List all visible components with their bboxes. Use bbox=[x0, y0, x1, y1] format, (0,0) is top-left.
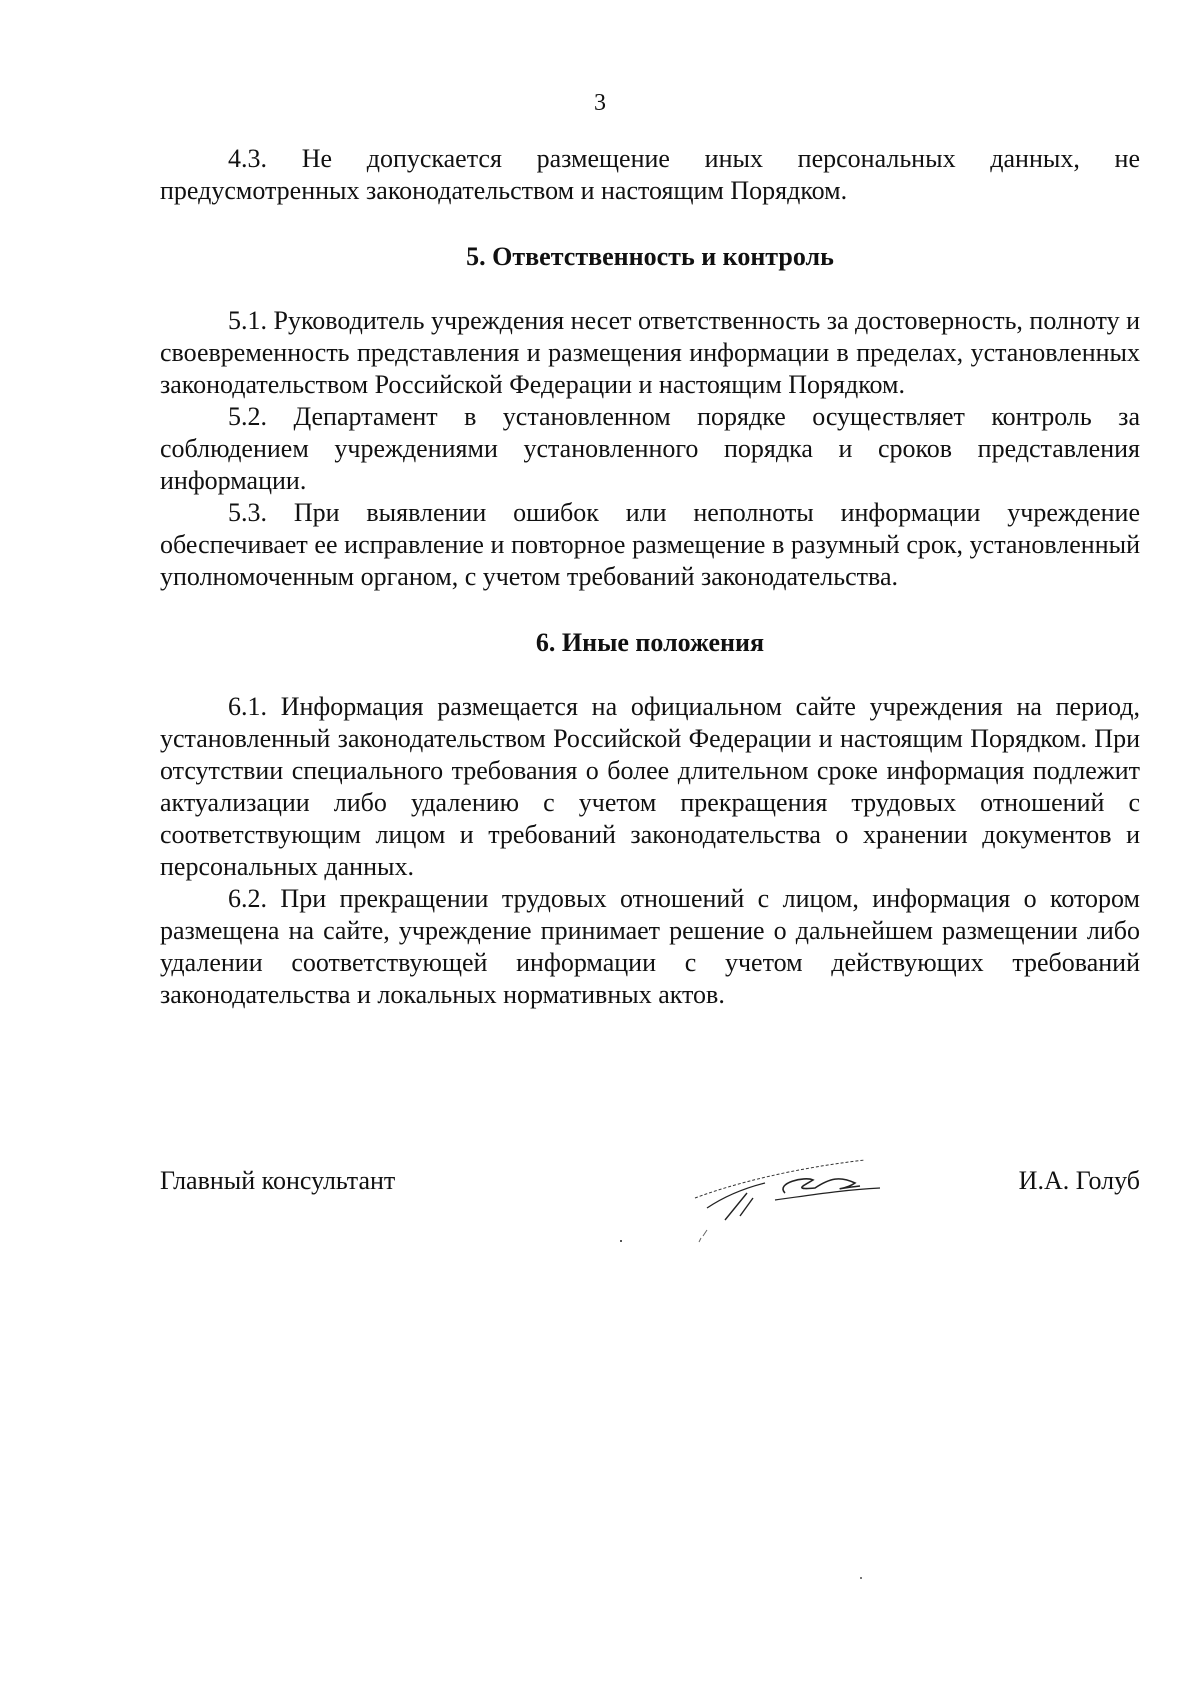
signature-block bbox=[160, 1158, 1140, 1238]
paragraph-5-2: 5.2. Департамент в установленном порядке осуществляет контроль за соблюдением учреждениями установленного порядка и сроков представления информации. bbox=[160, 402, 1140, 495]
page-number: 3 bbox=[594, 90, 606, 116]
document-body bbox=[160, 143, 1140, 1011]
signer-name: И.А. Голуб bbox=[1018, 1166, 1140, 1195]
signer-position: Главный консультант bbox=[160, 1166, 396, 1195]
scan-speck bbox=[860, 1577, 862, 1579]
section-6-heading: 6. Иные положения bbox=[535, 628, 765, 657]
paragraph-5-3: 5.3. При выявлении ошибок или неполноты информации учреждение обеспечивает ее исправление и повторное размещение в разумный срок, установленный уполномоченным органом, с учетом требований законодательства. bbox=[160, 498, 1140, 591]
scan-speck bbox=[620, 1240, 622, 1242]
handwritten-signature bbox=[655, 1138, 895, 1248]
paragraph-4-3: 4.3. Не допускается размещение иных персональных данных, не предусмотренных законодательством и настоящим Порядком. bbox=[160, 144, 1140, 205]
paragraph-5-1: 5.1. Руководитель учреждения несет ответственность за достоверность, полноту и своевременность представления и размещения информации в пределах, установленных законодательством Российской Федерации и настоящим Порядком. bbox=[160, 306, 1140, 399]
section-5-heading: 5. Ответственность и контроль bbox=[466, 242, 834, 271]
paragraph-6-1: 6.1. Информация размещается на официальном сайте учреждения на период, установленный законодательством Российской Федерации и настоящим Порядком. При отсутствии специального требования о более длительном сроке информация подлежит актуализации либо удалению с учетом прекращения трудовых отношений с соответствующим лицом и требований законодательства о хранении документов и персональных данных. bbox=[160, 692, 1140, 881]
paragraph-6-2: 6.2. При прекращении трудовых отношений с лицом, информация о котором размещена на сайте, учреждение принимает решение о дальнейшем размещении либо удалении соответствующей информации с учетом действующих требований законодательства и локальных нормативных актов. bbox=[160, 884, 1140, 1009]
